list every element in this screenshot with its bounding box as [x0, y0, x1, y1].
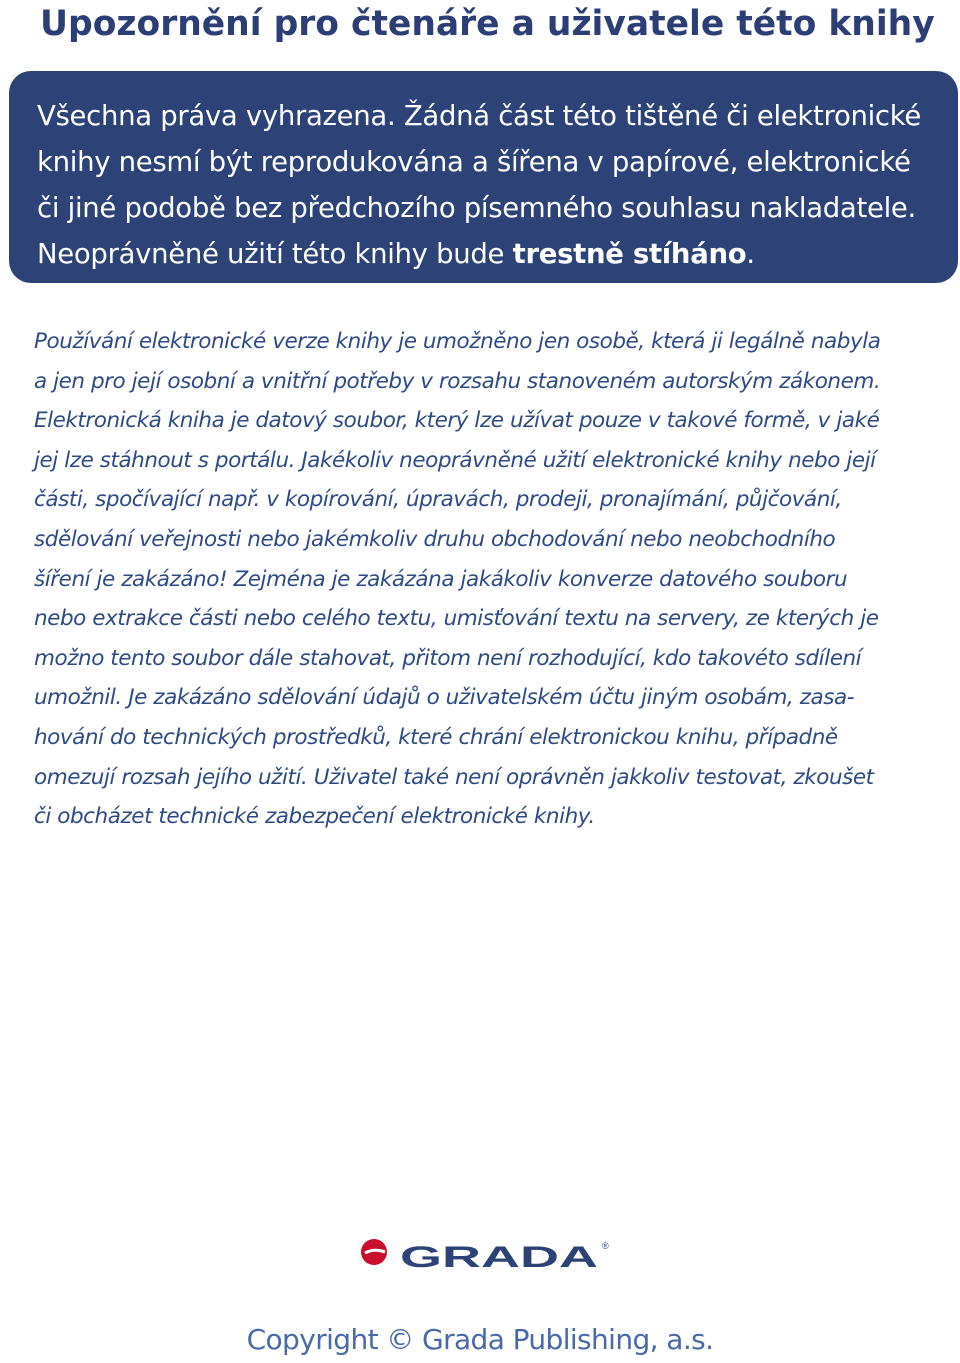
notice-line: knihy nesmí být reprodukována a šířena v papírové, elektronické: [37, 146, 911, 178]
grada-logo: [360, 1237, 614, 1273]
logo-trademark: ®: [602, 1241, 609, 1251]
page-title: Upozornění pro čtenáře a uživatele této knihy: [40, 4, 935, 44]
notice-last-suffix: .: [746, 238, 755, 270]
body-line: Elektronická kniha je datový soubor, který lze užívat pouze v takové formě, v jaké: [34, 408, 880, 434]
body-line: umožnil. Je zakázáno sdělování údajů o uživatelském účtu jiným osobám, zasa-: [34, 685, 855, 711]
copyright-notice: Copyright © Grada Publishing, a.s.: [246, 1323, 714, 1356]
notice-line: či jiné podobě bez předchozího písemného souhlasu nakladatele.: [37, 192, 916, 224]
logo-wordmark: GRADA: [400, 1241, 598, 1273]
body-line: a jen pro její osobní a vnitřní potřeby v rozsahu stanoveném autorským zákonem.: [34, 368, 881, 394]
usage-terms-paragraph: [34, 322, 938, 837]
body-line: nebo extrakce části nebo celého textu, umisťování textu na servery, ze kterých je: [34, 606, 879, 632]
body-line: hování do technických prostředků, které chrání elektronickou knihu, případně: [34, 724, 838, 750]
body-line: sdělování veřejnosti nebo jakémkoliv druhu obchodování nebo neobchodního: [34, 526, 836, 552]
body-line: šíření je zakázáno! Zejména je zakázána jakákoliv konverze datového souboru: [34, 566, 848, 592]
notice-last-line: [37, 231, 958, 277]
body-line: možno tento soubor dále stahovat, přitom není rozhodující, kdo takovéto sdílení: [34, 645, 862, 671]
body-line: části, spočívající např. v kopírování, úpravách, prodeji, pronajímání, půjčování,: [34, 487, 842, 513]
body-line: jej lze stáhnout s portálu. Jakékoliv neoprávněné užití elektronické knihy nebo její: [34, 447, 876, 473]
notice-last-prefix: Neoprávněné užití této knihy bude: [37, 238, 513, 270]
notice-line: Všechna práva vyhrazena. Žádná část této tištěné či elektronické: [37, 100, 922, 132]
body-line: omezují rozsah jejího užití. Uživatel také není oprávněn jakkoliv testovat, zkoušet: [34, 764, 874, 790]
notice-emphasis: trestně stíháno: [512, 238, 747, 270]
body-line: či obcházet technické zabezpečení elektronické knihy.: [34, 804, 595, 830]
body-line: Používání elektronické verze knihy je umožněno jen osobě, která ji legálně nabyla: [34, 329, 881, 354]
rights-notice-box: [9, 71, 958, 283]
